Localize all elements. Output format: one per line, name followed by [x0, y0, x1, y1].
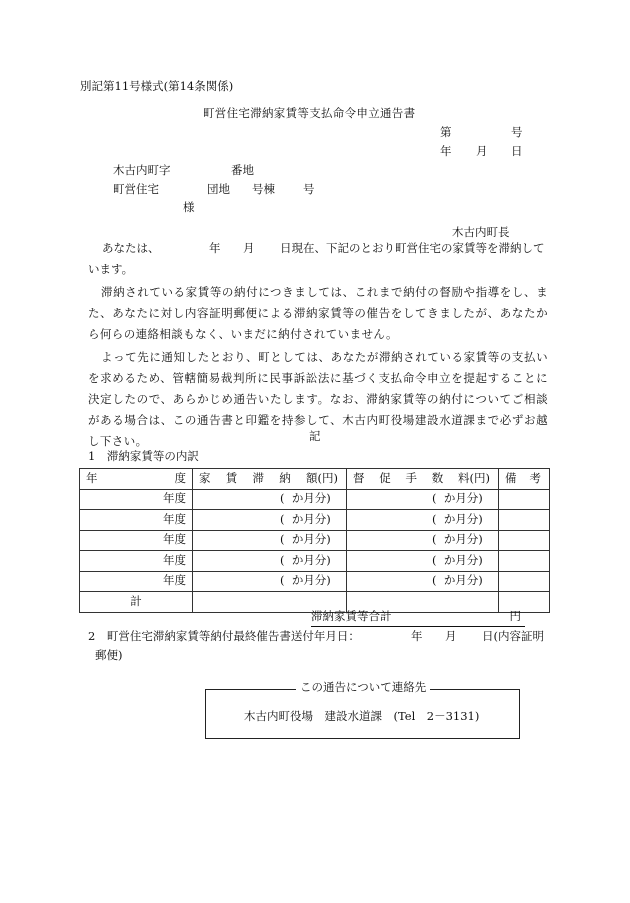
contact-title: この通告について連絡先	[296, 681, 430, 695]
address-town: 木古内町字	[113, 163, 171, 177]
document-title: 町営住宅滞納家賃等支払命令申立通告書	[203, 106, 416, 120]
header-note	[499, 469, 550, 490]
date-month: 月	[476, 144, 488, 158]
row-year: 年度	[80, 551, 193, 572]
section1-heading: 1 滞納家賃等の内訳	[88, 449, 199, 463]
form-label: 別記第11号様式(第14条関係)	[80, 79, 234, 93]
arrears-total-label: 滞納家賃等合計	[311, 609, 392, 623]
header-note-2: 考	[529, 470, 541, 485]
doc-number-suffix: 号	[511, 125, 523, 139]
row-rent	[193, 551, 347, 572]
header-year-a: 年	[86, 470, 98, 485]
fee-paren: (	[432, 511, 437, 526]
rent-paren: (	[280, 552, 285, 567]
section2-mail: 郵便)	[95, 648, 123, 662]
header-fee-3: 手	[405, 470, 417, 485]
header-fee-1: 督	[353, 470, 365, 485]
total-note	[499, 592, 550, 613]
fee-months: か月分)	[443, 511, 483, 526]
header-note-1: 備	[505, 470, 517, 485]
date-year: 年	[440, 144, 452, 158]
rent-paren: (	[280, 573, 285, 588]
rent-months: か月分)	[291, 532, 331, 547]
header-fee-5: 料(円)	[458, 470, 490, 485]
row-year: 年度	[80, 510, 193, 531]
fee-months: か月分)	[443, 491, 483, 506]
ki-heading: 記	[309, 429, 321, 443]
row-rent	[193, 489, 347, 510]
table-row	[80, 489, 550, 510]
table-row	[80, 551, 550, 572]
rent-paren: (	[280, 532, 285, 547]
rent-months: か月分)	[291, 511, 331, 526]
row-rent	[193, 530, 347, 551]
address-banchi: 番地	[231, 163, 254, 177]
table-header-row	[80, 469, 550, 490]
section2-day: 日(内容証明	[482, 629, 544, 643]
header-year-b: 度	[174, 470, 186, 485]
row-note	[499, 489, 550, 510]
address-room: 号	[303, 182, 315, 196]
row-fee	[347, 551, 499, 572]
row-fee	[347, 571, 499, 592]
rent-paren: (	[280, 491, 285, 506]
row-note	[499, 530, 550, 551]
row-year: 年度	[80, 489, 193, 510]
contact-body: 木古内町役場 建設水道課 (Tel 2－3131)	[244, 709, 480, 723]
fee-paren: (	[432, 532, 437, 547]
table-row	[80, 571, 550, 592]
row-year: 年度	[80, 571, 193, 592]
row-rent	[193, 571, 347, 592]
paragraph1-start: あなたは、	[102, 241, 160, 255]
row-year: 年度	[80, 530, 193, 551]
sender: 木古内町長	[452, 225, 510, 239]
address-housing: 町営住宅	[113, 182, 159, 196]
section2-year: 年	[411, 629, 423, 643]
date-day: 日	[511, 144, 523, 158]
row-note	[499, 510, 550, 531]
header-rent-1: 家	[199, 470, 211, 485]
address-danchi: 団地	[207, 182, 230, 196]
header-rent-5: 額(円)	[306, 470, 338, 485]
row-note	[499, 571, 550, 592]
paragraph2: 滞納されている家賃等の納付につきましては、これまで納付の督励や指導をし、また、あなたに対し内容証明郵便による滞納家賃等の催告をしてきましたが、あなたから何らの連絡相談もなく、いまだに納付されていません。	[88, 285, 548, 341]
row-fee	[347, 510, 499, 531]
address-building: 号棟	[252, 182, 275, 196]
header-rent-4: 納	[279, 470, 291, 485]
fee-paren: (	[432, 573, 437, 588]
paragraph3: よって先に通知したとおり、町としては、あなたが滞納されている家賃等の支払いを求めるため、管轄簡易裁判所に民事訴訟法に基づく支払命令申立を提起することに決定したので、あらかじめ通告いたします。なお、滞納家賃等の納付についてご相談がある場合は、この通告書と印鑑を持参して、木古内町役場建設水道課まで必ずお越し下さい。	[88, 350, 548, 448]
fee-paren: (	[432, 491, 437, 506]
doc-number-prefix: 第	[440, 125, 452, 139]
header-rent	[193, 469, 347, 490]
table-row	[80, 530, 550, 551]
fee-months: か月分)	[443, 552, 483, 567]
header-fee	[347, 469, 499, 490]
header-rent-3: 滞	[252, 470, 264, 485]
header-fee-2: 促	[379, 470, 391, 485]
arrears-table	[79, 468, 550, 613]
arrears-total-line	[311, 610, 525, 627]
row-fee	[347, 489, 499, 510]
rent-months: か月分)	[291, 552, 331, 567]
table-row	[80, 510, 550, 531]
section2-heading: 2 町営住宅滞納家賃等納付最終催告書送付年月日：	[88, 629, 360, 643]
rent-months: か月分)	[291, 491, 331, 506]
total-label: 計	[80, 592, 193, 613]
header-fee-4: 数	[431, 470, 444, 485]
rent-months: か月分)	[291, 573, 331, 588]
row-note	[499, 551, 550, 572]
row-fee	[347, 530, 499, 551]
fee-months: か月分)	[443, 573, 483, 588]
rent-paren: (	[280, 511, 285, 526]
fee-paren: (	[432, 552, 437, 567]
section2-month: 月	[445, 629, 457, 643]
paragraph1-month: 月	[243, 241, 255, 255]
header-rent-2: 賃	[225, 470, 238, 485]
paragraph1-rest: 日現在、下記のとおり町営住宅の家賃等を滞納して	[280, 241, 545, 255]
paragraph1-year: 年	[209, 241, 221, 255]
paragraph1-end: います。	[88, 262, 134, 276]
arrears-total-unit: 円	[509, 609, 521, 623]
row-rent	[193, 510, 347, 531]
header-year	[80, 469, 193, 490]
addressee-sama: 様	[183, 200, 195, 214]
fee-months: か月分)	[443, 532, 483, 547]
